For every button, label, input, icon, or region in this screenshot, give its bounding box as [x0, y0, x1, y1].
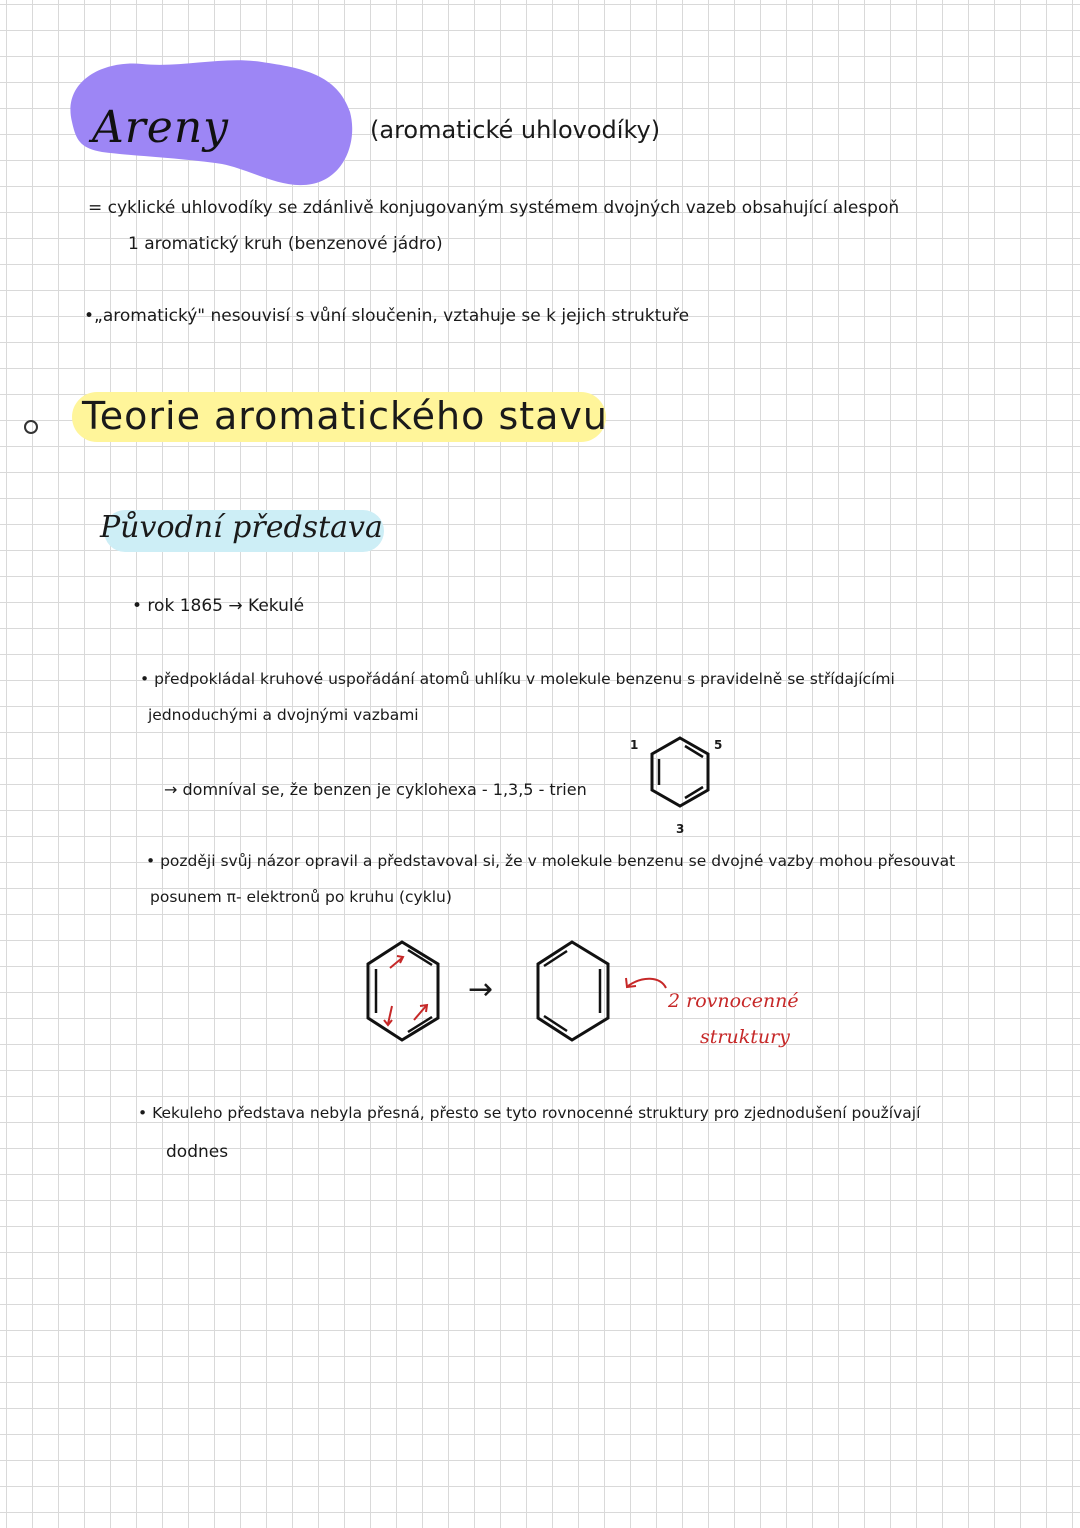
later-line-2: posunem π- elektronů po kruhu (cyklu)	[150, 888, 452, 906]
page-title: Areny	[92, 102, 230, 153]
resonance-structure-right	[532, 936, 622, 1056]
year-point: • rok 1865 → Kekulé	[132, 596, 305, 616]
definition-line-1: = cyklické uhlovodíky se zdánlivě konjugovaným systémem dvojných vazeb obsahující alespoň	[88, 198, 900, 218]
kekule-benzene-ring	[640, 728, 740, 838]
section-heading: Teorie aromatického stavu	[82, 394, 608, 438]
assumption-line-2: jednoduchými a dvojnými vazbami	[148, 706, 419, 724]
ring-label-5: 5	[714, 738, 723, 752]
ring-label-1: 1	[630, 738, 639, 752]
resonance-arrow: →	[468, 972, 494, 1007]
definition-line-2: 1 aromatický kruh (benzenové jádro)	[128, 234, 443, 254]
resonance-structure-left	[362, 936, 452, 1056]
conclusion-line-1: • Kekuleho představa nebyla přesná, přesto se tyto rovnocenné struktury pro zjednodušení používají	[138, 1104, 921, 1122]
conclusion-line-2: dodnes	[166, 1142, 229, 1162]
resonance-note-line-1: 2 rovnocenné	[668, 990, 799, 1012]
page-subtitle: (aromatické uhlovodíky)	[370, 116, 661, 144]
assumption-line-1: • předpokládal kruhové uspořádání atomů uhlíku v molekule benzenu s pravidelně se střídajícími	[140, 670, 895, 688]
margin-bullet	[24, 420, 38, 434]
subsection-heading: Původní představa	[100, 510, 383, 545]
resonance-note-line-2: struktury	[700, 1026, 790, 1048]
aromatic-note: •„aromatický" nesouvisí s vůní sloučenin, vztahuje se k jejich struktuře	[84, 306, 690, 326]
annotation-curved-arrow-icon	[622, 972, 672, 1002]
ring-label-3: 3	[676, 822, 685, 836]
later-line-1: • později svůj názor opravil a představoval si, že v molekule benzenu se dvojné vazby mohou přesouvat	[146, 852, 956, 870]
belief-line: → domníval se, že benzen je cyklohexa - 1,3,5 - trien	[164, 780, 587, 799]
title-area	[62, 52, 362, 192]
